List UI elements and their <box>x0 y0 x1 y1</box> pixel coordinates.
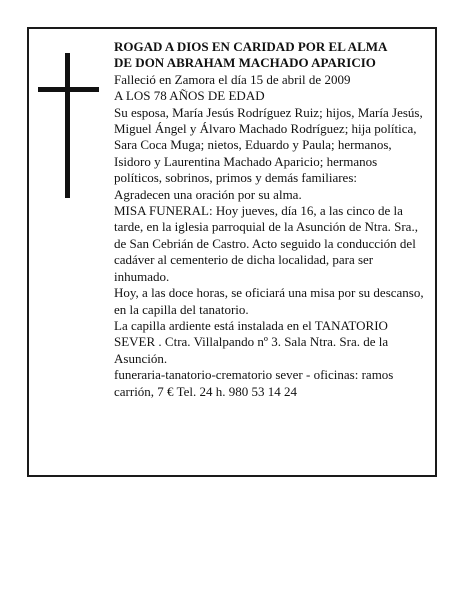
heading-line-2: DE DON ABRAHAM MACHADO APARICIO <box>114 55 376 71</box>
obituary-text <box>114 39 426 400</box>
thanks-line: Agradecen una oración por su alma. <box>114 186 302 202</box>
funeral-mass-paragraph: MISA FUNERAL: Hoy jueves, día 16, a las cinco de la tarde, en la iglesia parroquial de la Asunción de Ntra. Sra., de San Cebrián de Castro. Acto seguido la conducción del cadáver al cementerio de dicha localidad, para ser inhumado. <box>114 203 418 284</box>
family-paragraph: Su esposa, María Jesús Rodríguez Ruiz; hijos, María Jesús, Miguel Ángel y Álvaro Machado Rodríguez; hija política, Sara Coca Muga; nietos, Eduardo y Paula; hermanos, Isidoro y Laurentina Machado Aparicio; hermanos políticos, sobrinos, primos y demás familiares: <box>114 104 423 186</box>
latin-cross-icon <box>38 53 99 198</box>
cross-vertical-bar <box>65 53 70 198</box>
funeral-home-contact: funeraria-tanatorio-crematorio sever - oficinas: ramos carrión, 7 € Tel. 24 h. 980 53 14 24 <box>114 367 394 399</box>
age-line: A LOS 78 AÑOS DE EDAD <box>114 88 265 104</box>
heading-line-1: ROGAD A DIOS EN CARIDAD POR EL ALMA <box>114 39 388 54</box>
death-info: Falleció en Zamora el día 15 de abril de 2009 <box>114 71 351 87</box>
chapel-mass-paragraph: Hoy, a las doce horas, se oficiará una misa por su descanso, en la capilla del tanatorio. <box>114 285 424 317</box>
cross-horizontal-bar <box>38 87 99 92</box>
wake-paragraph: La capilla ardiente está instalada en el TANATORIO SEVER . Ctra. Villalpando nº 3. Sala Ntra. Sra. de la Asunción. <box>114 317 389 366</box>
